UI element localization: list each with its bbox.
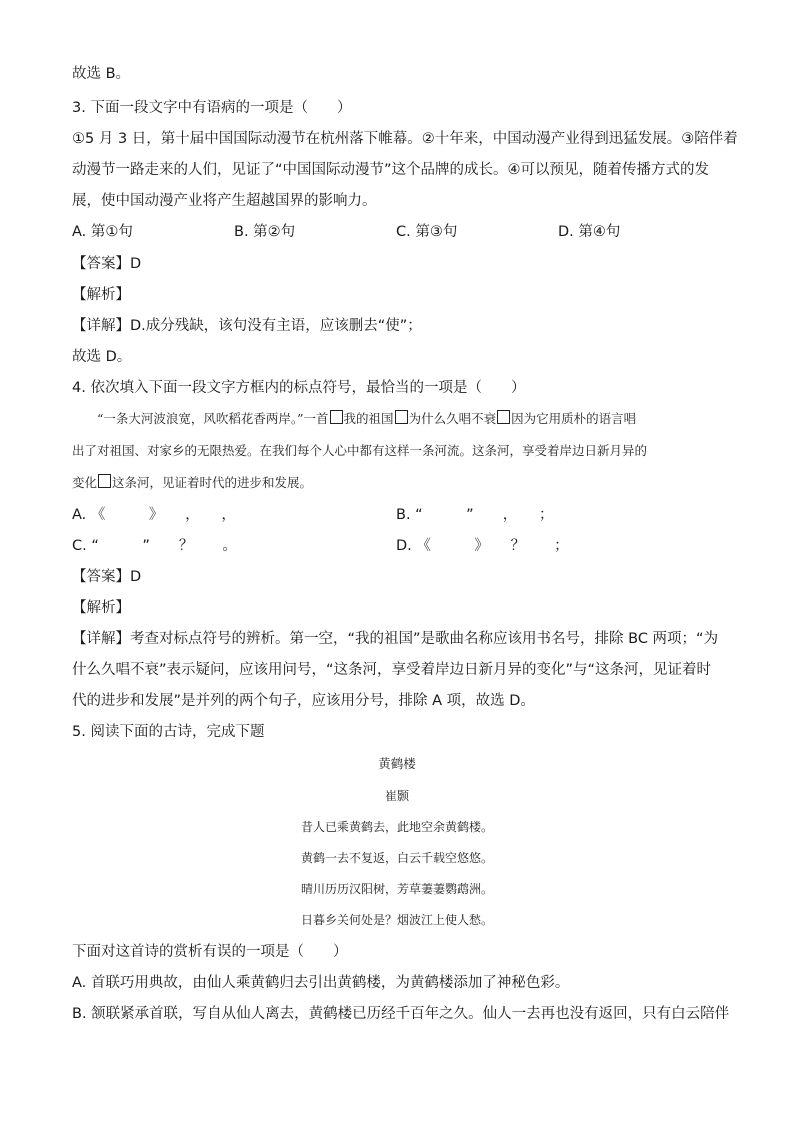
poem-line: 黄鹤一去不复返，白云千载空悠悠。: [300, 851, 493, 865]
q4-option-d: D. 《 》 ？ ；: [396, 538, 569, 554]
q3-answer: [72, 254, 141, 274]
q4-option-b: B. “ ” ， ；: [396, 507, 554, 523]
blank-box: [98, 474, 111, 488]
q4-stem: 4. 依次填入下面一段文字方框内的标点符号，最恰当的一项是（ ）: [72, 380, 526, 396]
q4-passage-line: 变化 这条河，见证着时代的进步和发展。: [72, 475, 313, 490]
answer-value: D: [130, 256, 142, 272]
q4-passage-line: 出了对祖国、对家乡的无限热爱。在我们每个人心中都有这样一条河流。这条河，享受着岸边日新月异的: [72, 443, 648, 458]
poem-line: 昔人已乘黄鹤去，此地空余黄鹤楼。: [300, 820, 493, 834]
q3-conclusion: 故选 D。: [72, 349, 132, 365]
q3-option-b: B. 第②句: [234, 224, 296, 240]
q4-option-a: A. 《 》 ， ，: [72, 507, 236, 523]
q4-detail-line: 什么久唱不衰”表示疑问，应该用问号，“这条河，享受着岸边日新月异的变化”与“这条河，见证着时: [72, 662, 712, 678]
q3-option-a: A. 第①句: [72, 224, 133, 240]
q4-option-c: C. “ ” ？ 。: [72, 538, 237, 554]
q4-detail-line: 代的进步和发展”是并列的两个句子，应该用分号，排除 A 项，故选 D。: [72, 693, 535, 709]
q3-detail: 【详解】D.成分残缺，该句没有主语，应该删去“使”；: [72, 318, 422, 334]
q5-option-b: B. 颔联紧承首联，写自从仙人离去，黄鹤楼已历经千百年之久。仙人一去再也没有返回，只有白云陪伴: [72, 1006, 730, 1022]
previous-conclusion: 故选 B。: [72, 66, 131, 82]
q3-stem: 3. 下面一段文字中有语病的一项是（ ）: [72, 100, 352, 116]
q3-option-c: C. 第③句: [396, 224, 458, 240]
poem-line: 晴川历历汉阳树，芳草萋萋鹦鹉洲。: [300, 882, 493, 896]
q3-passage-line: ①5 月 3 日，第十届中国国际动漫节在杭州落下帷幕。②十年来，中国动漫产业得到迅猛发展。③陪伴着: [72, 131, 738, 147]
q3-passage-line: 动漫节一路走来的人们，见证了“中国国际动漫节”这个品牌的成长。④可以预见，随着传播方式的发: [72, 162, 710, 178]
poem-line: 日暮乡关何处是？烟波江上使人愁。: [300, 913, 493, 927]
q5-option-a: A. 首联巧用典故，由仙人乘黄鹤归去引出黄鹤楼，为黄鹤楼添加了神秘色彩。: [72, 975, 570, 991]
blank-box: [497, 410, 510, 424]
poem-author: 崔颢: [384, 789, 409, 803]
answer-value: D: [130, 569, 142, 585]
blank-box: [395, 410, 408, 424]
q3-analysis-tag: 【解析】: [72, 287, 130, 303]
blank-box: [330, 410, 343, 424]
q4-analysis-tag: 【解析】: [72, 600, 130, 616]
q4-detail-line: 【详解】考查对标点符号的辨析。第一空，“我的祖国”是歌曲名称应该用书名号，排除 BC 两项；“为: [72, 631, 719, 647]
answer-tag: 【答案】: [72, 256, 130, 272]
q4-passage-line: “一条大河波浪宽，风吹稻花香两岸。”一首 我的祖国 为什么久唱不衰 因为它用质朴的语言唱: [72, 411, 637, 426]
q5-stem: 5. 阅读下面的古诗，完成下题: [72, 724, 265, 740]
q3-option-d: D. 第④句: [558, 224, 621, 240]
q3-passage-line: 展，使中国动漫产业将产生超越国界的影响力。: [72, 193, 377, 209]
poem-title: 黄鹤楼: [378, 756, 416, 771]
q4-answer: [72, 567, 141, 587]
answer-tag: 【答案】: [72, 569, 130, 585]
q5-question: 下面对这首诗的赏析有误的一项是（ ）: [72, 944, 348, 960]
